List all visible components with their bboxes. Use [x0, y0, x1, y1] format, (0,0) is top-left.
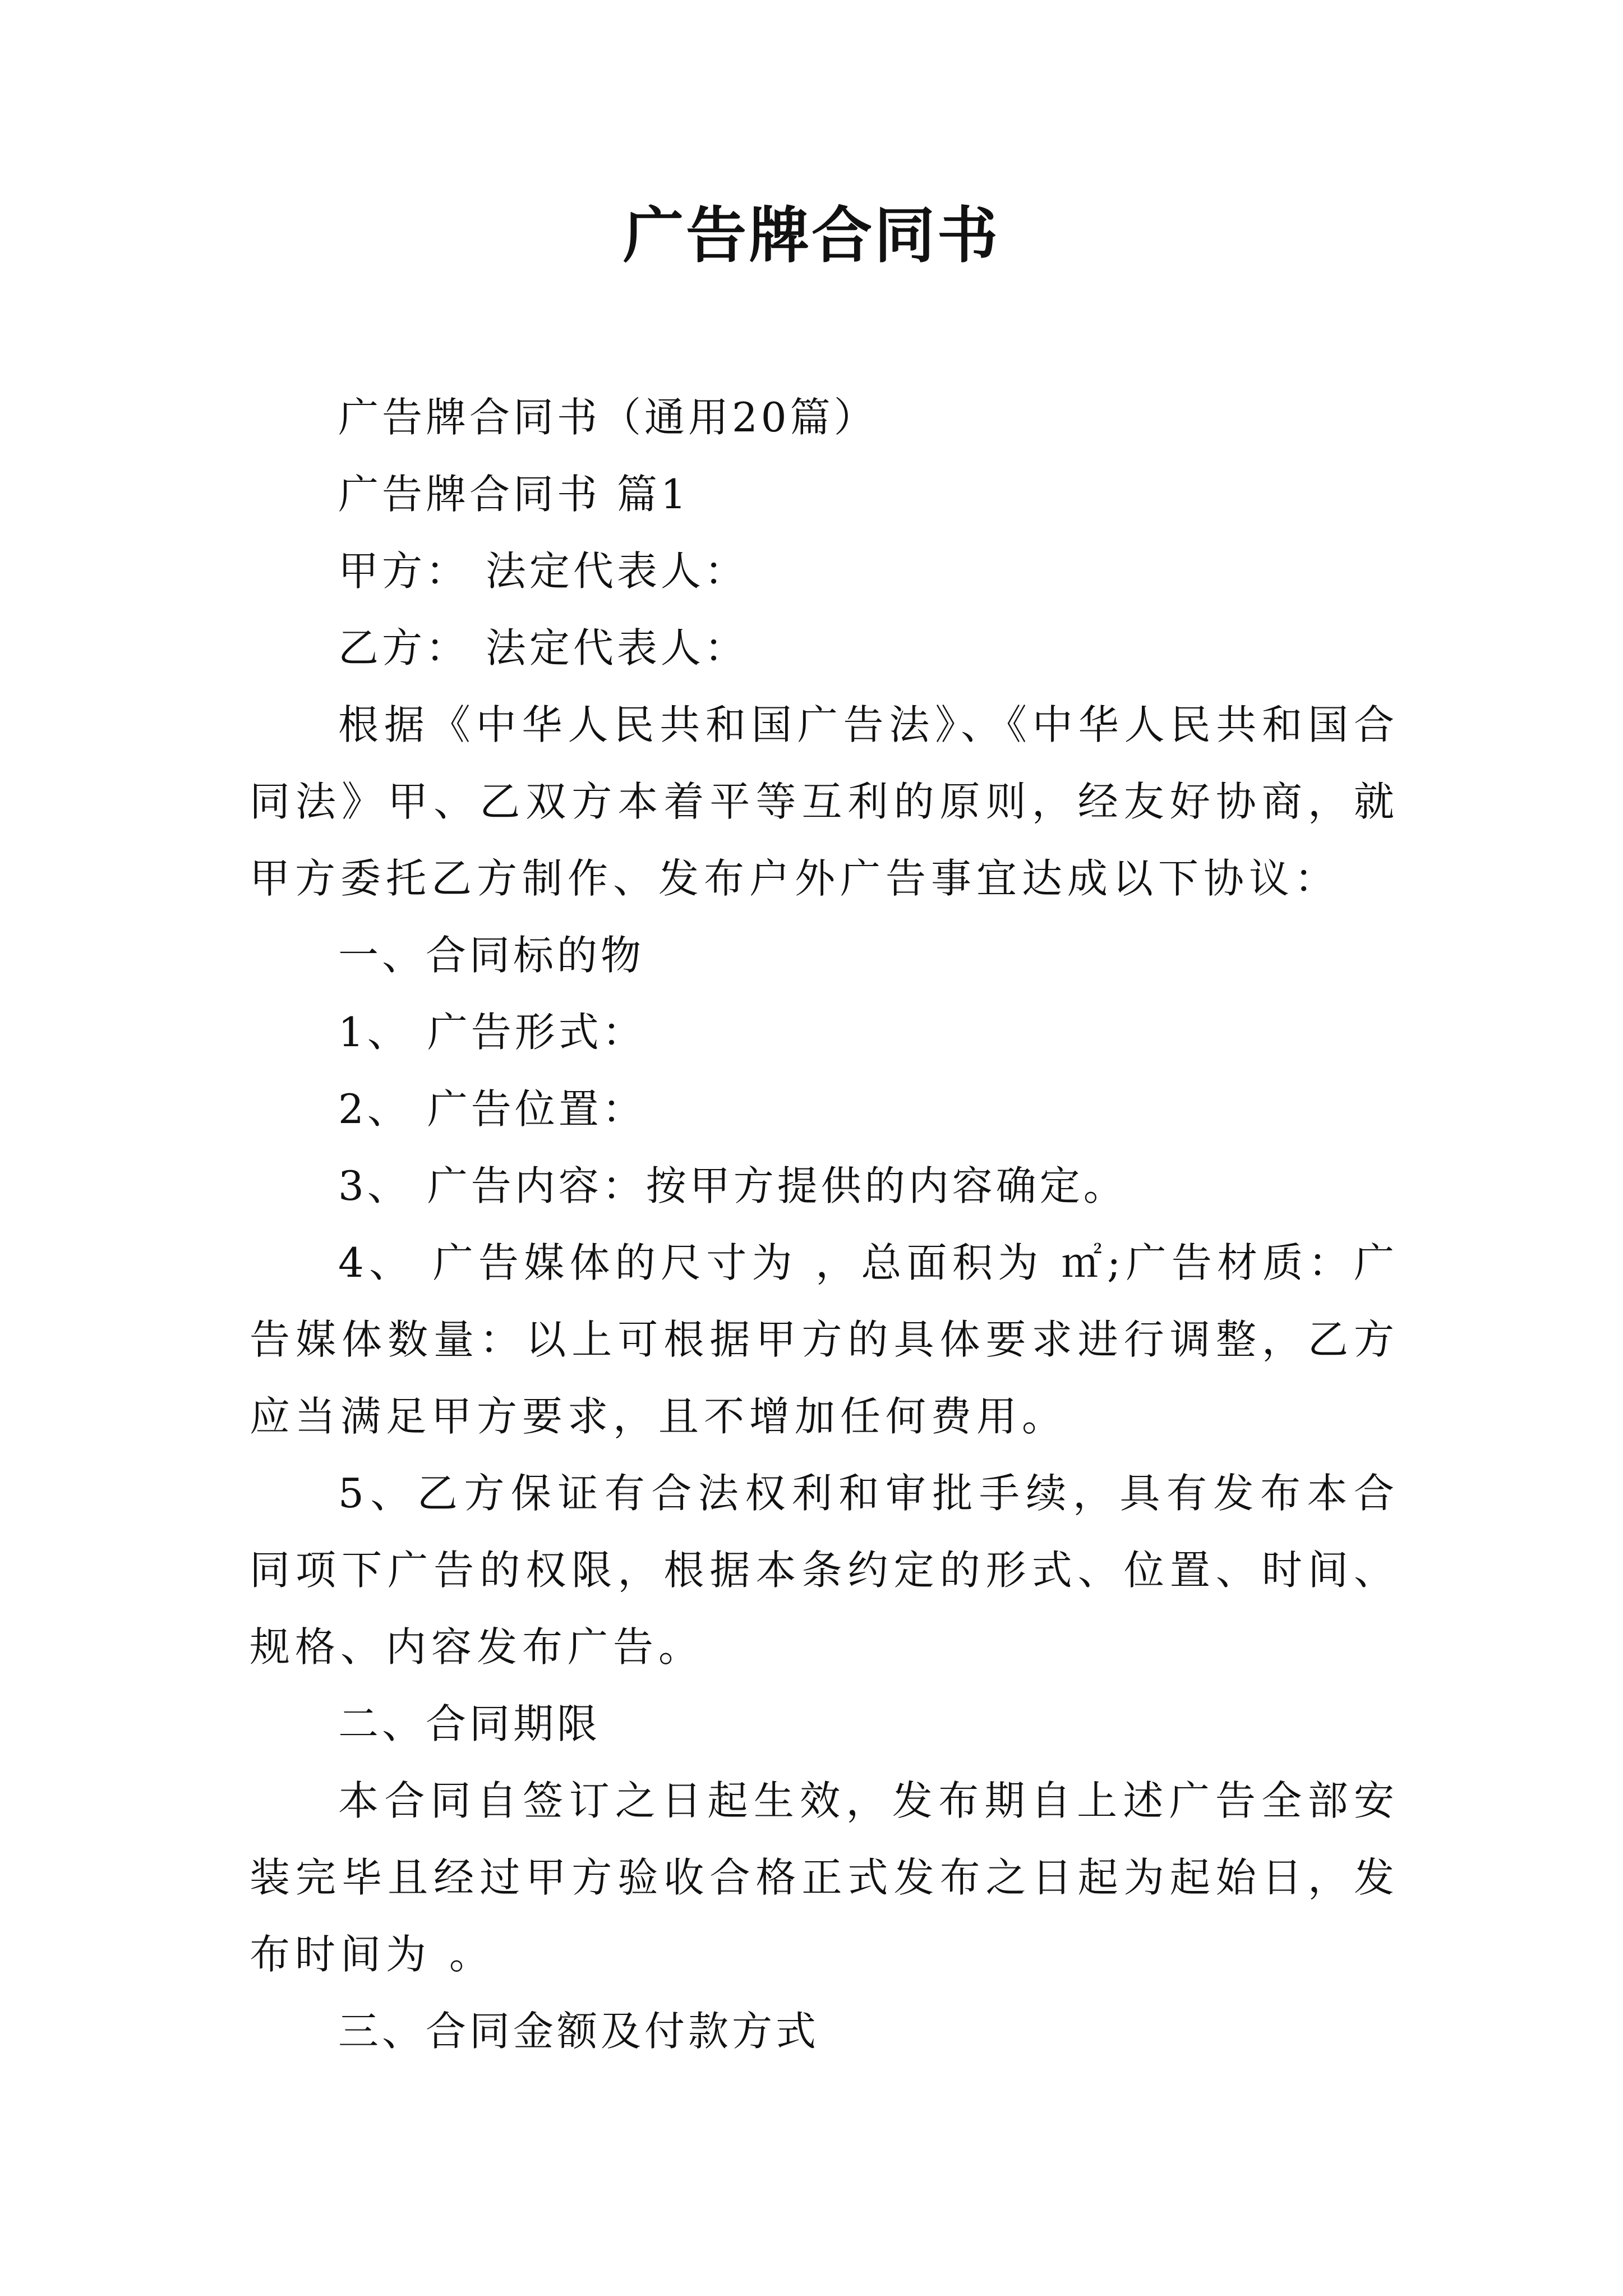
- document-title: 广告牌合同书: [623, 200, 1000, 271]
- party-b-line: 乙方： 法定代表人：: [338, 624, 748, 671]
- clause-2: 2、 广告位置：: [338, 1085, 646, 1133]
- section-heading-part-1: 广告牌合同书 篇1: [338, 471, 690, 518]
- preamble-paragraph: 根据《中华人民共和国广告法》、《中华人民共和国合同法》甲、乙双方本着平等互利的原则，经友好协商，就甲方委托乙方制作、发布户外广告事宜达成以下协议：: [250, 701, 1399, 902]
- section-heading-subject: 一、合同标的物: [338, 932, 645, 979]
- clause-5: 5、乙方保证有合法权利和审批手续，具有发布本合同项下广告的权限，根据本条约定的形式、位置、时间、规格、内容发布广告。: [250, 1470, 1399, 1671]
- clause-1: 1、 广告形式：: [338, 1009, 646, 1056]
- section-heading-amount: 三、合同金额及付款方式: [338, 2008, 820, 2055]
- document-body: [250, 379, 1399, 2070]
- subtitle-paragraph: 广告牌合同书（通用20篇）: [338, 394, 878, 441]
- clause-3: 3、 广告内容：按甲方提供的内容确定。: [338, 1162, 1127, 1209]
- party-a-line: 甲方： 法定代表人：: [338, 547, 748, 595]
- term-paragraph: 本合同自签订之日起生效，发布期自上述广告全部安装完毕且经过甲方验收合格正式发布之日起为起始日，发布时间为 。: [250, 1777, 1399, 1978]
- clause-4: 4、 广告媒体的尺寸为 ，总面积为 ㎡;广告材质：广告媒体数量：以上可根据甲方的具体要求进行调整，乙方应当满足甲方要求，且不增加任何费用。: [250, 1239, 1399, 1440]
- section-heading-term: 二、合同期限: [338, 1700, 601, 1747]
